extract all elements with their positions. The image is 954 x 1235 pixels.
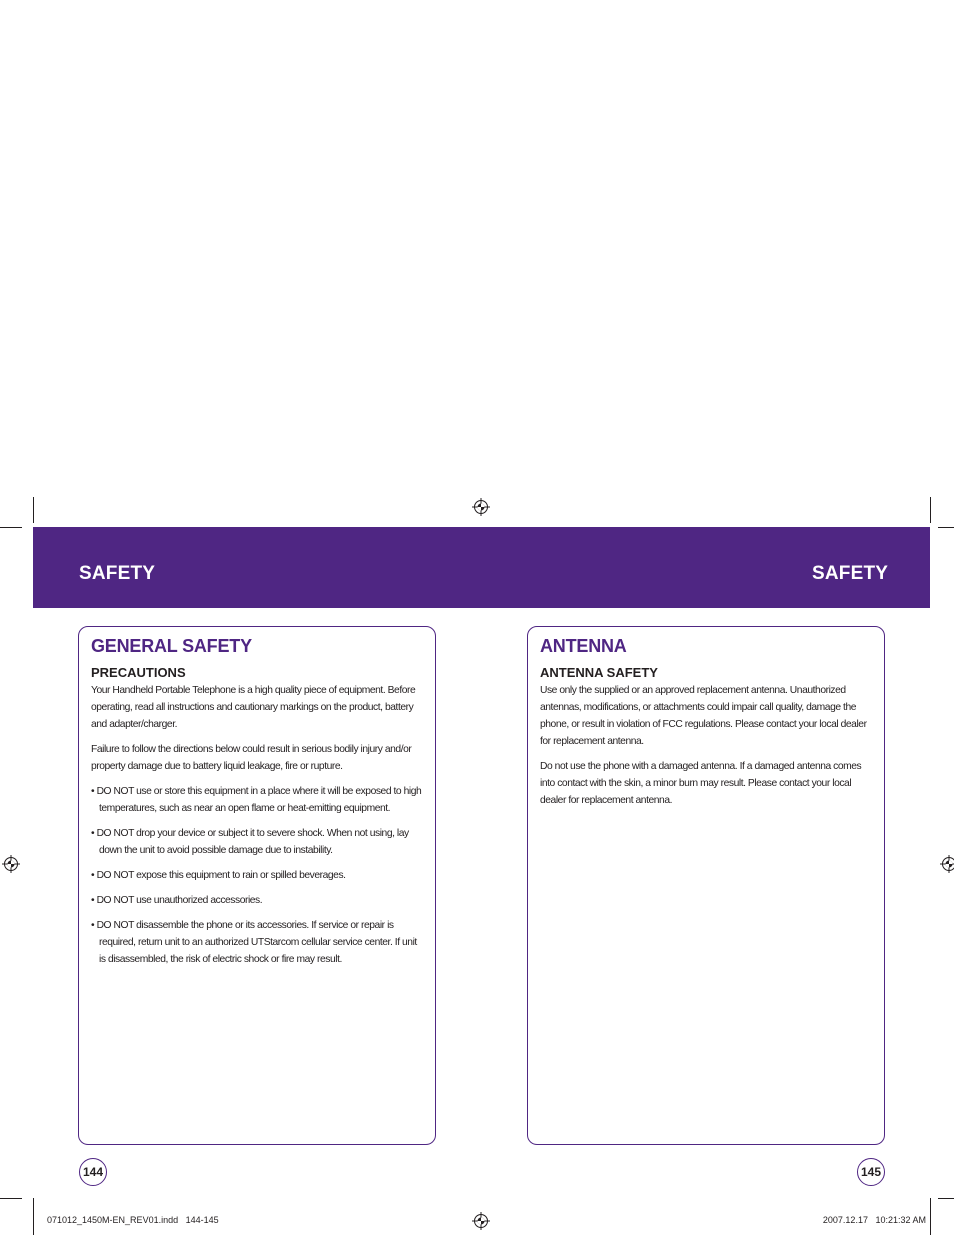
slug-timestamp: 2007.12.17 10:21:32 AM — [822, 1215, 926, 1225]
registration-mark-icon — [472, 498, 490, 516]
precautions-paragraph: Your Handheld Portable Telephone is a high quality piece of equipment. Before operating, read all instructions and cautionary markings on the product, battery and adapter/charger. — [91, 685, 416, 730]
crop-mark — [33, 497, 34, 523]
antenna-content — [540, 636, 872, 817]
header-band — [33, 527, 930, 608]
precautions-paragraph: Failure to follow the directions below could result in serious bodily injury and/or property damage due to battery liquid leakage, fire or rupture. — [91, 744, 412, 772]
crop-mark — [0, 527, 22, 528]
crop-mark — [938, 1198, 954, 1199]
antenna-title: ANTENNA — [540, 636, 627, 656]
antenna-paragraph: Use only the supplied or an approved replacement antenna. Unauthorized antennas, modifications, or attachments could impair call quality, damage the phone, or result in violation of FCC regulations. Please contact your local dealer for replacement antenna. — [540, 685, 867, 747]
precaution-bullet: • DO NOT use or store this equipment in a place where it will be exposed to high temperatures, such as near an open flame or heat-emitting equipment. — [91, 786, 422, 814]
precautions-subtitle: PRECAUTIONS — [91, 665, 186, 680]
general-safety-content — [91, 636, 423, 976]
precaution-bullet: • DO NOT disassemble the phone or its accessories. If service or repair is required, return unit to an authorized UTStarcom cellular service center. If unit is disassembled, the risk of electric shock or fire may result. — [91, 920, 417, 965]
general-safety-title: GENERAL SAFETY — [91, 636, 252, 656]
precaution-bullet: • DO NOT expose this equipment to rain or spilled beverages. — [91, 870, 346, 881]
right-page-number: 145 — [857, 1158, 885, 1186]
left-page-number: 144 — [79, 1158, 107, 1186]
precaution-bullet: • DO NOT use unauthorized accessories. — [91, 895, 263, 906]
crop-mark — [930, 1198, 931, 1235]
crop-mark — [938, 527, 954, 528]
antenna-paragraph: Do not use the phone with a damaged antenna. If a damaged antenna comes into contact with the skin, a minor burn may result. Please contact your local dealer for replacement antenna. — [540, 761, 862, 806]
right-page-header-title: SAFETY — [812, 563, 889, 584]
left-page-header-title: SAFETY — [79, 563, 156, 584]
slug-filename: 071012_1450M-EN_REV01.indd 144-145 — [47, 1215, 219, 1225]
registration-mark-icon — [2, 855, 20, 873]
precaution-bullet: • DO NOT drop your device or subject it to severe shock. When not using, lay down the unit to avoid possible damage due to instability. — [91, 828, 409, 856]
crop-mark — [33, 1198, 34, 1235]
antenna-safety-subtitle: ANTENNA SAFETY — [540, 665, 658, 680]
registration-mark-icon — [940, 855, 954, 873]
crop-mark — [0, 1198, 22, 1199]
registration-mark-icon — [472, 1212, 490, 1230]
crop-mark — [930, 497, 931, 523]
